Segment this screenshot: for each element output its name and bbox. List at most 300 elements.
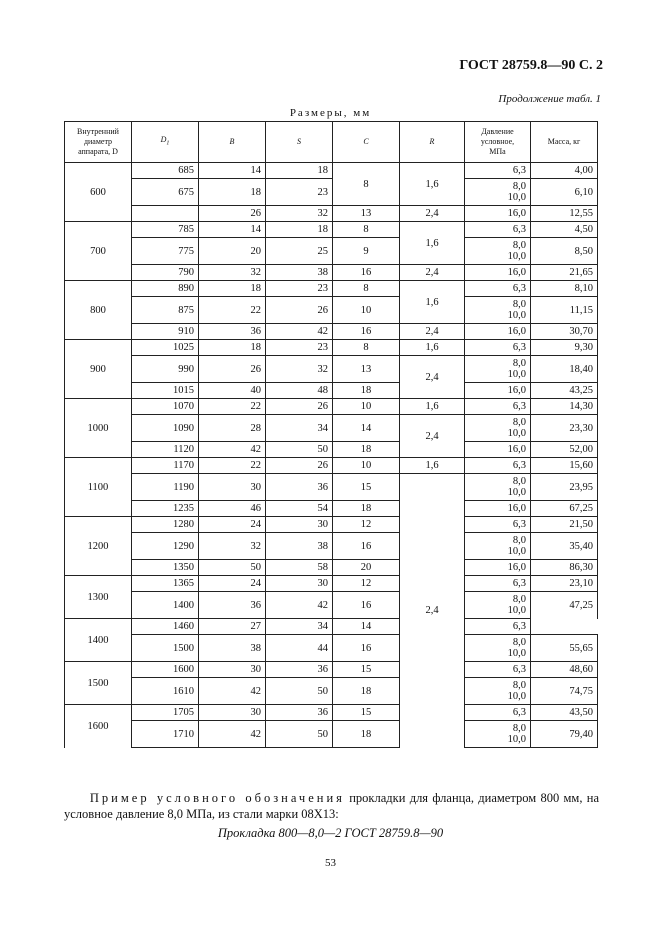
c-cell [333,721,400,748]
b-cell [199,678,266,705]
s-cell [266,560,333,576]
table-header-row [65,122,598,163]
cell-text: 910 [178,326,194,337]
cell-text: 2,4 [425,430,439,442]
cell-text: 54 [317,503,328,514]
mass-cell [531,340,598,356]
cell-text: 1235 [173,503,194,514]
cell-text: 67,25 [569,503,593,514]
pressure-value-2: 10,0 [507,192,526,203]
cell-text: 9,30 [574,342,593,353]
pressure-value-2: 10,0 [507,734,526,745]
header-b: B [199,122,266,163]
pressure-value-2: 10,0 [507,428,526,439]
cell-text: 18 [360,385,372,396]
pressure-value-2: 10,0 [507,251,526,262]
pressure-cell [465,662,531,678]
cell-text: 55,65 [569,642,593,654]
d1-cell [132,619,199,635]
mass-cell [531,324,598,340]
c-cell [333,297,400,324]
d1-cell [132,238,199,265]
pressure-value: 16,0 [507,326,526,337]
cell-text: 1190 [173,481,194,493]
cell-text: 36 [250,599,261,611]
header-pressure: Давление условное, МПа [465,122,531,163]
d1-cell [132,324,199,340]
cell-text: 1280 [173,519,194,530]
cell-text: 30 [250,664,261,675]
cell-text: 23,30 [569,422,593,434]
c-cell [333,705,400,721]
inner-diameter-cell [65,705,132,748]
r-cell [400,222,465,265]
b-cell [199,662,266,678]
pressure-cell [465,592,531,619]
cell-text: 38 [250,642,261,654]
pressure-cell [465,163,531,179]
c-cell [333,533,400,560]
d1-cell [132,576,199,592]
c-cell [333,474,400,501]
mass-cell [531,501,598,517]
pressure-cell [465,415,531,442]
cell-text: 16 [360,599,372,611]
cell-text: 23,10 [569,578,593,589]
pressure-cell [465,383,531,399]
example-text: прокладки для фланца, диаметром 800 мм, на условное давление 8,0 МПа, из стали марки 08Х13: [64,791,600,821]
s-cell [266,501,333,517]
d1-cell [132,678,199,705]
b-cell [199,474,266,501]
s-cell [266,592,333,619]
mass-cell [531,222,598,238]
cell-text: 12 [360,519,372,530]
cell-text: 990 [178,363,194,375]
pressure-cell [465,399,531,415]
d1-cell [132,179,199,206]
mass-cell [531,458,598,474]
pressure-cell [465,238,531,265]
cell-text: 18 [360,728,372,740]
cell-text: 18 [250,283,261,294]
cell-text: 790 [178,267,194,278]
b-cell [199,721,266,748]
d1-cell [132,383,199,399]
c-cell [333,678,400,705]
s-cell [266,662,333,678]
cell-text: 15 [360,481,372,493]
pressure-cell [465,721,531,748]
cell-text: 27 [250,621,261,632]
table-row [65,560,598,576]
pressure-value: 16,0 [507,562,526,573]
cell-text: 875 [178,304,194,316]
cell-text: 26 [317,460,328,471]
pressure-value: 6,3 [512,342,526,353]
page-number: 53 [325,857,336,869]
cell-text: 1,6 [425,342,439,353]
table-row [65,442,598,458]
cell-text: 25 [317,245,328,257]
cell-text: 14 [250,224,261,235]
cell-text: 9 [363,245,369,257]
pressure-value: 16,0 [507,503,526,514]
b-cell [199,533,266,560]
mass-cell [531,560,598,576]
mass-cell [531,635,598,662]
cell-text: 26 [250,363,261,375]
mass-cell [531,179,598,206]
table-row [65,297,598,324]
b-cell [199,399,266,415]
table-row [65,458,598,474]
c-cell [333,592,400,619]
d1-cell [132,592,199,619]
r-cell [400,206,465,222]
cell-text: 35,40 [569,540,593,552]
d1-cell [132,297,199,324]
cell-text: 2,4 [425,208,439,219]
mass-cell [531,415,598,442]
cell-text: 1600 [173,664,194,675]
cell-text: 10 [360,304,372,316]
cell-text: 8 [363,283,369,294]
d1-cell [132,517,199,533]
cell-text: 1300 [87,591,109,603]
cell-text: 11,15 [569,304,593,316]
inner-diameter-cell [65,281,132,340]
d1-cell [132,705,199,721]
cell-text: 43,25 [569,385,593,396]
pressure-value: 6,3 [512,460,526,471]
table-row [65,222,598,238]
table-row [65,179,598,206]
document-header: ГОСТ 28759.8—90 С. 2 [459,58,603,73]
pressure-cell [465,206,531,222]
cell-text: 50 [250,562,261,573]
cell-text: 10 [360,460,372,471]
cell-text: 50 [317,685,328,697]
s-cell [266,678,333,705]
pressure-cell [465,442,531,458]
pressure-cell [465,678,531,705]
cell-text: 48,60 [569,664,593,675]
s-cell [266,222,333,238]
s-cell [266,383,333,399]
cell-text: 21,65 [569,267,593,278]
cell-text: 1,6 [425,237,439,249]
mass-cell [531,265,598,281]
cell-text: 18 [360,503,372,514]
pressure-value-2: 10,0 [507,369,526,380]
inner-diameter-cell [65,163,132,222]
b-cell [199,560,266,576]
c-cell [333,163,400,206]
header-r: R [400,122,465,163]
c-cell [333,415,400,442]
b-cell [199,163,266,179]
mass-cell [531,576,598,592]
d1-cell [132,265,199,281]
cell-text: 86,30 [569,562,593,573]
header-d1: $D_1$ [132,122,199,163]
c-cell [333,517,400,533]
cell-text: 34 [317,621,328,632]
s-cell [266,474,333,501]
d1-cell [132,635,199,662]
cell-text: 21,50 [569,519,593,530]
cell-text: 42 [250,685,261,697]
cell-text: 38 [317,267,328,278]
pressure-value-1: 8,0 [512,637,526,648]
cell-text: 1500 [173,642,194,654]
inner-diameter-cell [65,662,132,705]
pressure-value: 6,3 [512,283,526,294]
pressure-value: 6,3 [512,664,526,675]
pressure-cell [465,533,531,560]
c-cell [333,383,400,399]
cell-text: 46 [250,503,261,514]
pressure-value: 16,0 [507,444,526,455]
pressure-value: 6,3 [512,621,526,632]
header-s: S [266,122,333,163]
cell-text: 43,50 [569,707,593,718]
table-row [65,619,598,635]
cell-text: 16 [360,326,372,337]
c-cell [333,458,400,474]
cell-text: 1,6 [425,178,439,190]
s-cell [266,324,333,340]
s-cell [266,179,333,206]
cell-text: 6,10 [574,186,593,198]
cell-text: 8,10 [574,283,593,294]
cell-text: 8 [363,224,369,235]
pressure-cell [465,356,531,383]
s-cell [266,340,333,356]
cell-text: 8 [363,342,369,353]
s-cell [266,635,333,662]
cell-text: 50 [317,444,328,455]
pressure-value-2: 10,0 [507,648,526,659]
b-cell [199,517,266,533]
s-cell [266,705,333,721]
table-row [65,206,598,222]
cell-text: 13 [360,208,372,219]
cell-text: 32 [250,267,261,278]
r-cell [400,474,465,748]
cell-text: 28 [250,422,261,434]
cell-text: 18 [360,444,372,455]
pressure-value-1: 8,0 [512,680,526,691]
d1-cell [132,533,199,560]
b-cell [199,281,266,297]
pressure-value-1: 8,0 [512,417,526,428]
r-cell [400,265,465,281]
cell-text: 22 [250,401,261,412]
c-cell [333,442,400,458]
cell-text: 4,50 [574,224,593,235]
mass-cell [531,206,598,222]
table-row [65,238,598,265]
cell-text: 22 [250,304,261,316]
pressure-cell [465,281,531,297]
inner-diameter-cell [65,222,132,281]
mass-cell [531,705,598,721]
example-paragraph [64,790,599,822]
d1-cell [132,560,199,576]
cell-text: 50 [317,728,328,740]
c-cell [333,238,400,265]
cell-text: 20 [360,562,372,573]
b-cell [199,238,266,265]
mass-cell [531,163,598,179]
b-cell [199,592,266,619]
c-cell [333,206,400,222]
b-cell [199,576,266,592]
cell-text: 36 [250,326,261,337]
s-cell [266,619,333,635]
cell-text: 1,6 [425,460,439,471]
c-cell [333,619,400,635]
cell-text: 13 [360,363,372,375]
inner-diameter-cell [65,576,132,619]
cell-text: 40 [250,385,261,396]
pressure-value: 6,3 [512,519,526,530]
pressure-value: 6,3 [512,578,526,589]
cell-text: 775 [178,245,194,257]
pressure-value-1: 8,0 [512,181,526,192]
d1-cell [132,501,199,517]
cell-text: 18 [250,186,261,198]
cell-text: 600 [90,186,106,198]
b-cell [199,619,266,635]
cell-text: 10 [360,401,372,412]
pressure-value-2: 10,0 [507,605,526,616]
pressure-cell [465,458,531,474]
pressure-value-2: 10,0 [507,691,526,702]
inner-diameter-cell [65,517,132,576]
cell-text: 1000 [87,422,109,434]
table-row [65,399,598,415]
c-cell [333,281,400,297]
r-cell [400,281,465,324]
mass-cell [531,442,598,458]
header-c: C [333,122,400,163]
s-cell [266,281,333,297]
cell-text: 16 [360,267,372,278]
pressure-value-1: 8,0 [512,240,526,251]
b-cell [199,442,266,458]
cell-text: 1365 [173,578,194,589]
pressure-cell [465,517,531,533]
cell-text: 36 [317,664,328,675]
cell-text: 8,50 [574,245,593,257]
cell-text: 30 [317,578,328,589]
cell-text: 1705 [173,707,194,718]
cell-text: 74,75 [569,685,593,697]
table-continuation-note: Продолжение табл. 1 [498,93,601,105]
c-cell [333,340,400,356]
cell-text: 42 [317,599,328,611]
b-cell [199,635,266,662]
pressure-cell [465,222,531,238]
table-row [65,705,598,721]
cell-text: 1170 [173,460,194,471]
pressure-cell [465,265,531,281]
r-cell [400,324,465,340]
cell-text: 36 [317,481,328,493]
r-cell [400,340,465,356]
cell-text: 1400 [173,599,194,611]
d1-cell [132,356,199,383]
s-cell [266,297,333,324]
c-cell [333,560,400,576]
s-cell [266,415,333,442]
pressure-value-1: 8,0 [512,299,526,310]
b-cell [199,458,266,474]
cell-text: 1610 [173,685,194,697]
cell-text: 1015 [173,385,194,396]
inner-diameter-cell [65,399,132,458]
cell-text: 58 [317,562,328,573]
table-row [65,721,598,748]
s-cell [266,238,333,265]
b-cell [199,383,266,399]
pressure-cell [465,340,531,356]
cell-text: 1070 [173,401,194,412]
table-row [65,474,598,501]
cell-text: 30 [250,481,261,493]
mass-cell [531,474,598,501]
cell-text: 14,30 [569,401,593,412]
cell-text: 16 [360,540,372,552]
s-cell [266,576,333,592]
header-mass: Масса, кг [531,122,598,163]
cell-text: 22 [250,460,261,471]
cell-text: 1290 [173,540,194,552]
cell-text: 675 [178,186,194,198]
cell-text: 48 [317,385,328,396]
cell-text: 18 [317,165,328,176]
c-cell [333,576,400,592]
s-cell [266,163,333,179]
table-row [65,635,598,662]
d1-cell [132,474,199,501]
mass-cell [531,356,598,383]
b-cell [199,501,266,517]
c-cell [333,356,400,383]
d1-cell [132,399,199,415]
c-cell [333,324,400,340]
r-cell [400,163,465,206]
b-cell [199,179,266,206]
table-row [65,340,598,356]
table-row [65,163,598,179]
inner-diameter-cell [65,619,132,662]
pressure-value-1: 8,0 [512,358,526,369]
s-cell [266,721,333,748]
cell-text: 32 [317,208,328,219]
b-cell [199,265,266,281]
s-cell [266,517,333,533]
pressure-value: 6,3 [512,165,526,176]
cell-text: 2,4 [425,605,439,617]
d1-cell [132,163,199,179]
table-row [65,501,598,517]
cell-text: 1500 [87,677,109,689]
gasket-dimensions-table [64,121,598,748]
